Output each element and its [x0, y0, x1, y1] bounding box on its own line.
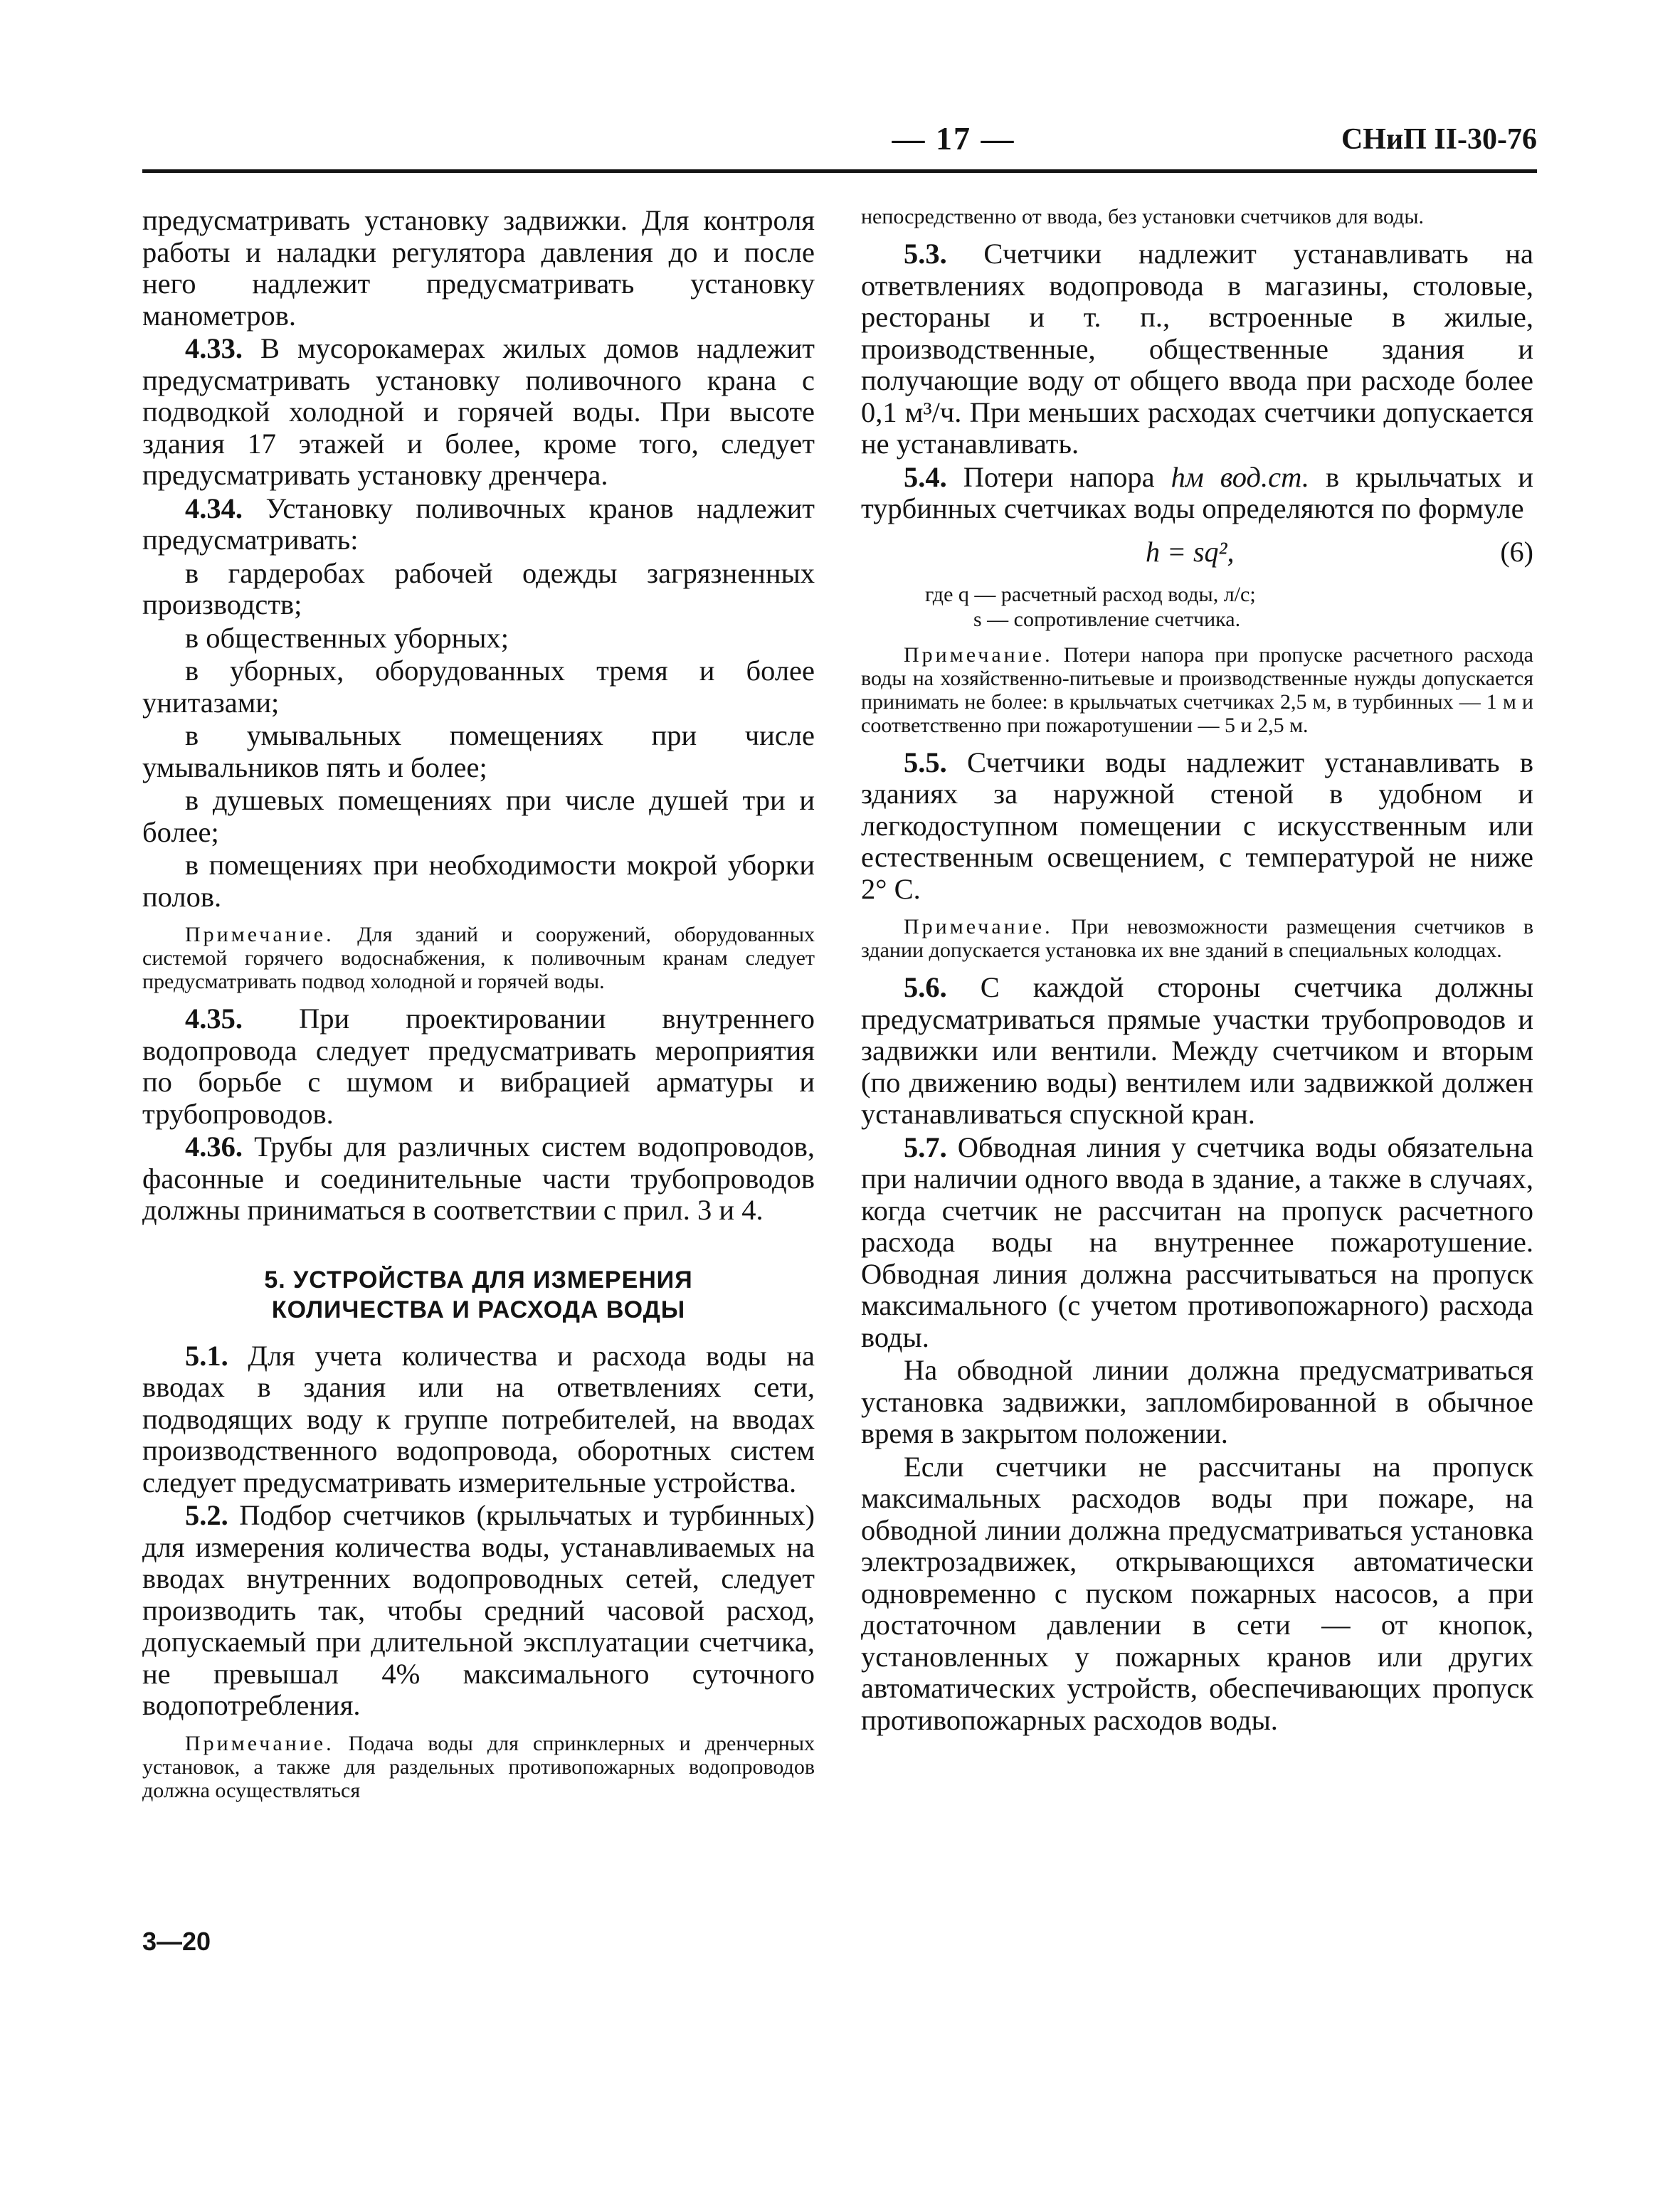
clause-text: С каждой стороны счетчика должны предусматриваться прямые участки трубопроводов и задвижки или вентили. Между счетчиком и вторым (по движению воды) вентилем или задвижкой должен устанавливаться спускной кран. — [861, 971, 1533, 1130]
clause-5-5 — [861, 747, 1533, 906]
clause-number: 5.1. — [185, 1339, 228, 1372]
head-loss-symbol: hм вод.ст. — [1171, 460, 1309, 493]
clause-text: Установку поливочных кранов надлежит предусматривать: — [142, 492, 815, 556]
section-heading-line-1: 5. УСТРОЙСТВА ДЛЯ ИЗМЕРЕНИЯ — [264, 1266, 693, 1293]
clause-5-6 — [861, 972, 1533, 1131]
page-header — [142, 120, 1537, 169]
list-item: в уборных, оборудованных тремя и более унитазами; — [142, 655, 815, 719]
note-1 — [142, 923, 815, 993]
legend-q: где q — расчетный расход воды, л/с; — [925, 582, 1256, 606]
clause-number: 5.7. — [904, 1131, 947, 1163]
clause-number: 5.6. — [904, 971, 947, 1003]
note-text: Подача воды для спринклерных и дренчерных установок, а также для раздельных противопожарных водопроводов должна осуществляться — [142, 1731, 815, 1802]
clause-5-7-paragraph-3: Если счетчики не рассчитаны на пропуск максимальных расходов воды при пожаре, на обводной линии должна предусматриваться установка электрозадвижек, открывающихся автоматически одновременно с пуском пожарных насосов, а при достаточном давлении в сети — от кнопок, установленных у пожарных кранов или других автоматических устройств, обеспечивающих пропуск противопожарных расходов воды. — [861, 1450, 1533, 1736]
clause-5-3 — [861, 238, 1533, 460]
note-2 — [142, 1732, 815, 1802]
clause-5-7-paragraph-2: На обводной линии должна предусматриваться установка задвижки, запломбированной в обычное время в закрытом положении. — [861, 1354, 1533, 1449]
document-code: СНиП II-30-76 — [1341, 123, 1537, 156]
note-text: Потери напора при пропуске расчетного расхода воды на хозяйственно-питьевые и производственные нужды допускается принимать не более: в крыльчатых счетчиках 2,5 м, в турбинных — 1 м и соответственно при пожаротушении — 5 и 2,5 м. — [861, 642, 1533, 737]
clause-text-cont: в крыльчатых и турбинных счетчиках воды определяются по формуле — [861, 460, 1533, 524]
note-text: При невозможности размещения счетчиков в здании допускается установка их вне зданий в специальных колодцах. — [861, 915, 1533, 962]
clause-number: 5.4. — [904, 460, 947, 493]
clause-text: Для учета количества и расхода воды на вводах в здания или на ответвлениях сети, подводящих воду к группе потребителей, на вводах производственного водопровода, оборотных систем следует предусматривать измерительные устройства. — [142, 1339, 815, 1498]
note-4 — [861, 915, 1533, 962]
clause-number: 5.2. — [185, 1499, 228, 1531]
clause-number: 4.35. — [185, 1002, 243, 1035]
note-text: Для зданий и сооружений, оборудованных системой горячего водоснабжения, к поливочным кранам следует предусматривать подвод холодной и горячей воды. — [142, 923, 815, 993]
clause-text: Трубы для различных систем водопроводов, фасонные и соединительные части трубопроводов должны приниматься в соответствии с прил. 3 и 4. — [142, 1131, 815, 1226]
footer-signature-mark: 3—20 — [142, 1927, 211, 1956]
formula-legend — [861, 582, 1533, 632]
header-rule — [142, 169, 1537, 173]
clause-number: 5.3. — [904, 238, 947, 270]
clause-4-35 — [142, 1003, 815, 1130]
section-heading-line-2: КОЛИЧЕСТВА И РАСХОДА ВОДЫ — [271, 1296, 686, 1323]
formula-6 — [861, 531, 1533, 573]
legend-s: s — сопротивление счетчика. — [973, 607, 1241, 631]
formula-number: (6) — [1500, 535, 1533, 568]
paragraph-continuation: предусматривать установку задвижки. Для контроля работы и наладки регулятора давления до и после него надлежит предусматривать установку манометров. — [142, 204, 815, 332]
list-item: в общественных уборных; — [185, 621, 509, 654]
clause-4-33 — [142, 333, 815, 492]
note-label: Примечание. — [904, 642, 1053, 667]
page-number: — 17 — — [892, 120, 1015, 157]
clause-text: При проектировании внутреннего водопровода следует предусматривать мероприятия по борьбе с шумом и вибрацией арматуры и трубопроводов. — [142, 1002, 815, 1130]
clause-number: 5.5. — [904, 746, 947, 778]
clause-text: Счетчики воды надлежит устанавливать в зданиях за наружной стеной в удобном и легкодоступном помещении с искусственным или естественным освещением, с температурой не ниже 2° С. — [861, 746, 1533, 905]
clause-text: Обводная линия у счетчика воды обязательна при наличии одного ввода в здание, а также в случаях, когда счетчик не рассчитан на пропуск расчетного расхода воды на внутреннее пожаротушение. Обводная линия должна рассчитываться на пропуск максимального (с учетом противопожарного) расхода воды. — [861, 1131, 1533, 1353]
clause-text: Счетчики надлежит устанавливать на ответвлениях водопровода в магазины, столовые, рестораны и т. п., встроенные в жилые, производственные, общественные здания и получающие воду от общего ввода при расходе более 0,1 м³/ч. При меньших расходах счетчики допускается не устанавливать. — [861, 238, 1533, 460]
clause-5-4 — [861, 462, 1533, 525]
left-column — [142, 205, 815, 1812]
clause-number: 4.34. — [185, 492, 243, 524]
list-item: в душевых помещениях при числе душей три и более; — [142, 784, 815, 848]
note-2-continuation: непосредственно от ввода, без установки счетчиков для воды. — [861, 205, 1425, 228]
right-column — [861, 205, 1533, 1737]
clause-text: Подбор счетчиков (крыльчатых и турбинных) для измерения количества воды, устанавливаемых на вводах внутренних водопроводных сетей, следует производить так, чтобы средний часовой расход, допускаемый при длительной эксплуатации счетчика, не превышал 4% максимального суточного водопотребления. — [142, 1499, 815, 1721]
clause-4-36 — [142, 1131, 815, 1227]
clause-text: Потери напора — [946, 460, 1171, 493]
list-item: в помещениях при необходимости мокрой уборки полов. — [142, 849, 815, 913]
clause-5-2 — [142, 1500, 815, 1722]
note-label: Примечание. — [904, 915, 1053, 938]
clause-text: В мусорокамерах жилых домов надлежит предусматривать установку поливочного крана с подводкой холодной и горячей воды. При высоте здания 17 этажей и более, кроме того, следует предусматривать установку дренчера. — [142, 332, 815, 491]
section-heading — [142, 1265, 815, 1325]
clause-number: 4.36. — [185, 1131, 243, 1163]
clause-4-34 — [142, 493, 815, 556]
clause-5-7 — [861, 1132, 1533, 1354]
clause-5-1 — [142, 1340, 815, 1499]
note-3 — [861, 643, 1533, 737]
note-label: Примечание. — [185, 923, 334, 946]
formula-expression: h = sq², — [1146, 535, 1235, 568]
list-item: в гардеробах рабочей одежды загрязненных производств; — [142, 556, 815, 620]
clause-number: 4.33. — [185, 332, 243, 364]
note-label: Примечание. — [185, 1731, 334, 1755]
list-item: в умывальных помещениях при числе умывальников пять и более; — [142, 719, 815, 783]
